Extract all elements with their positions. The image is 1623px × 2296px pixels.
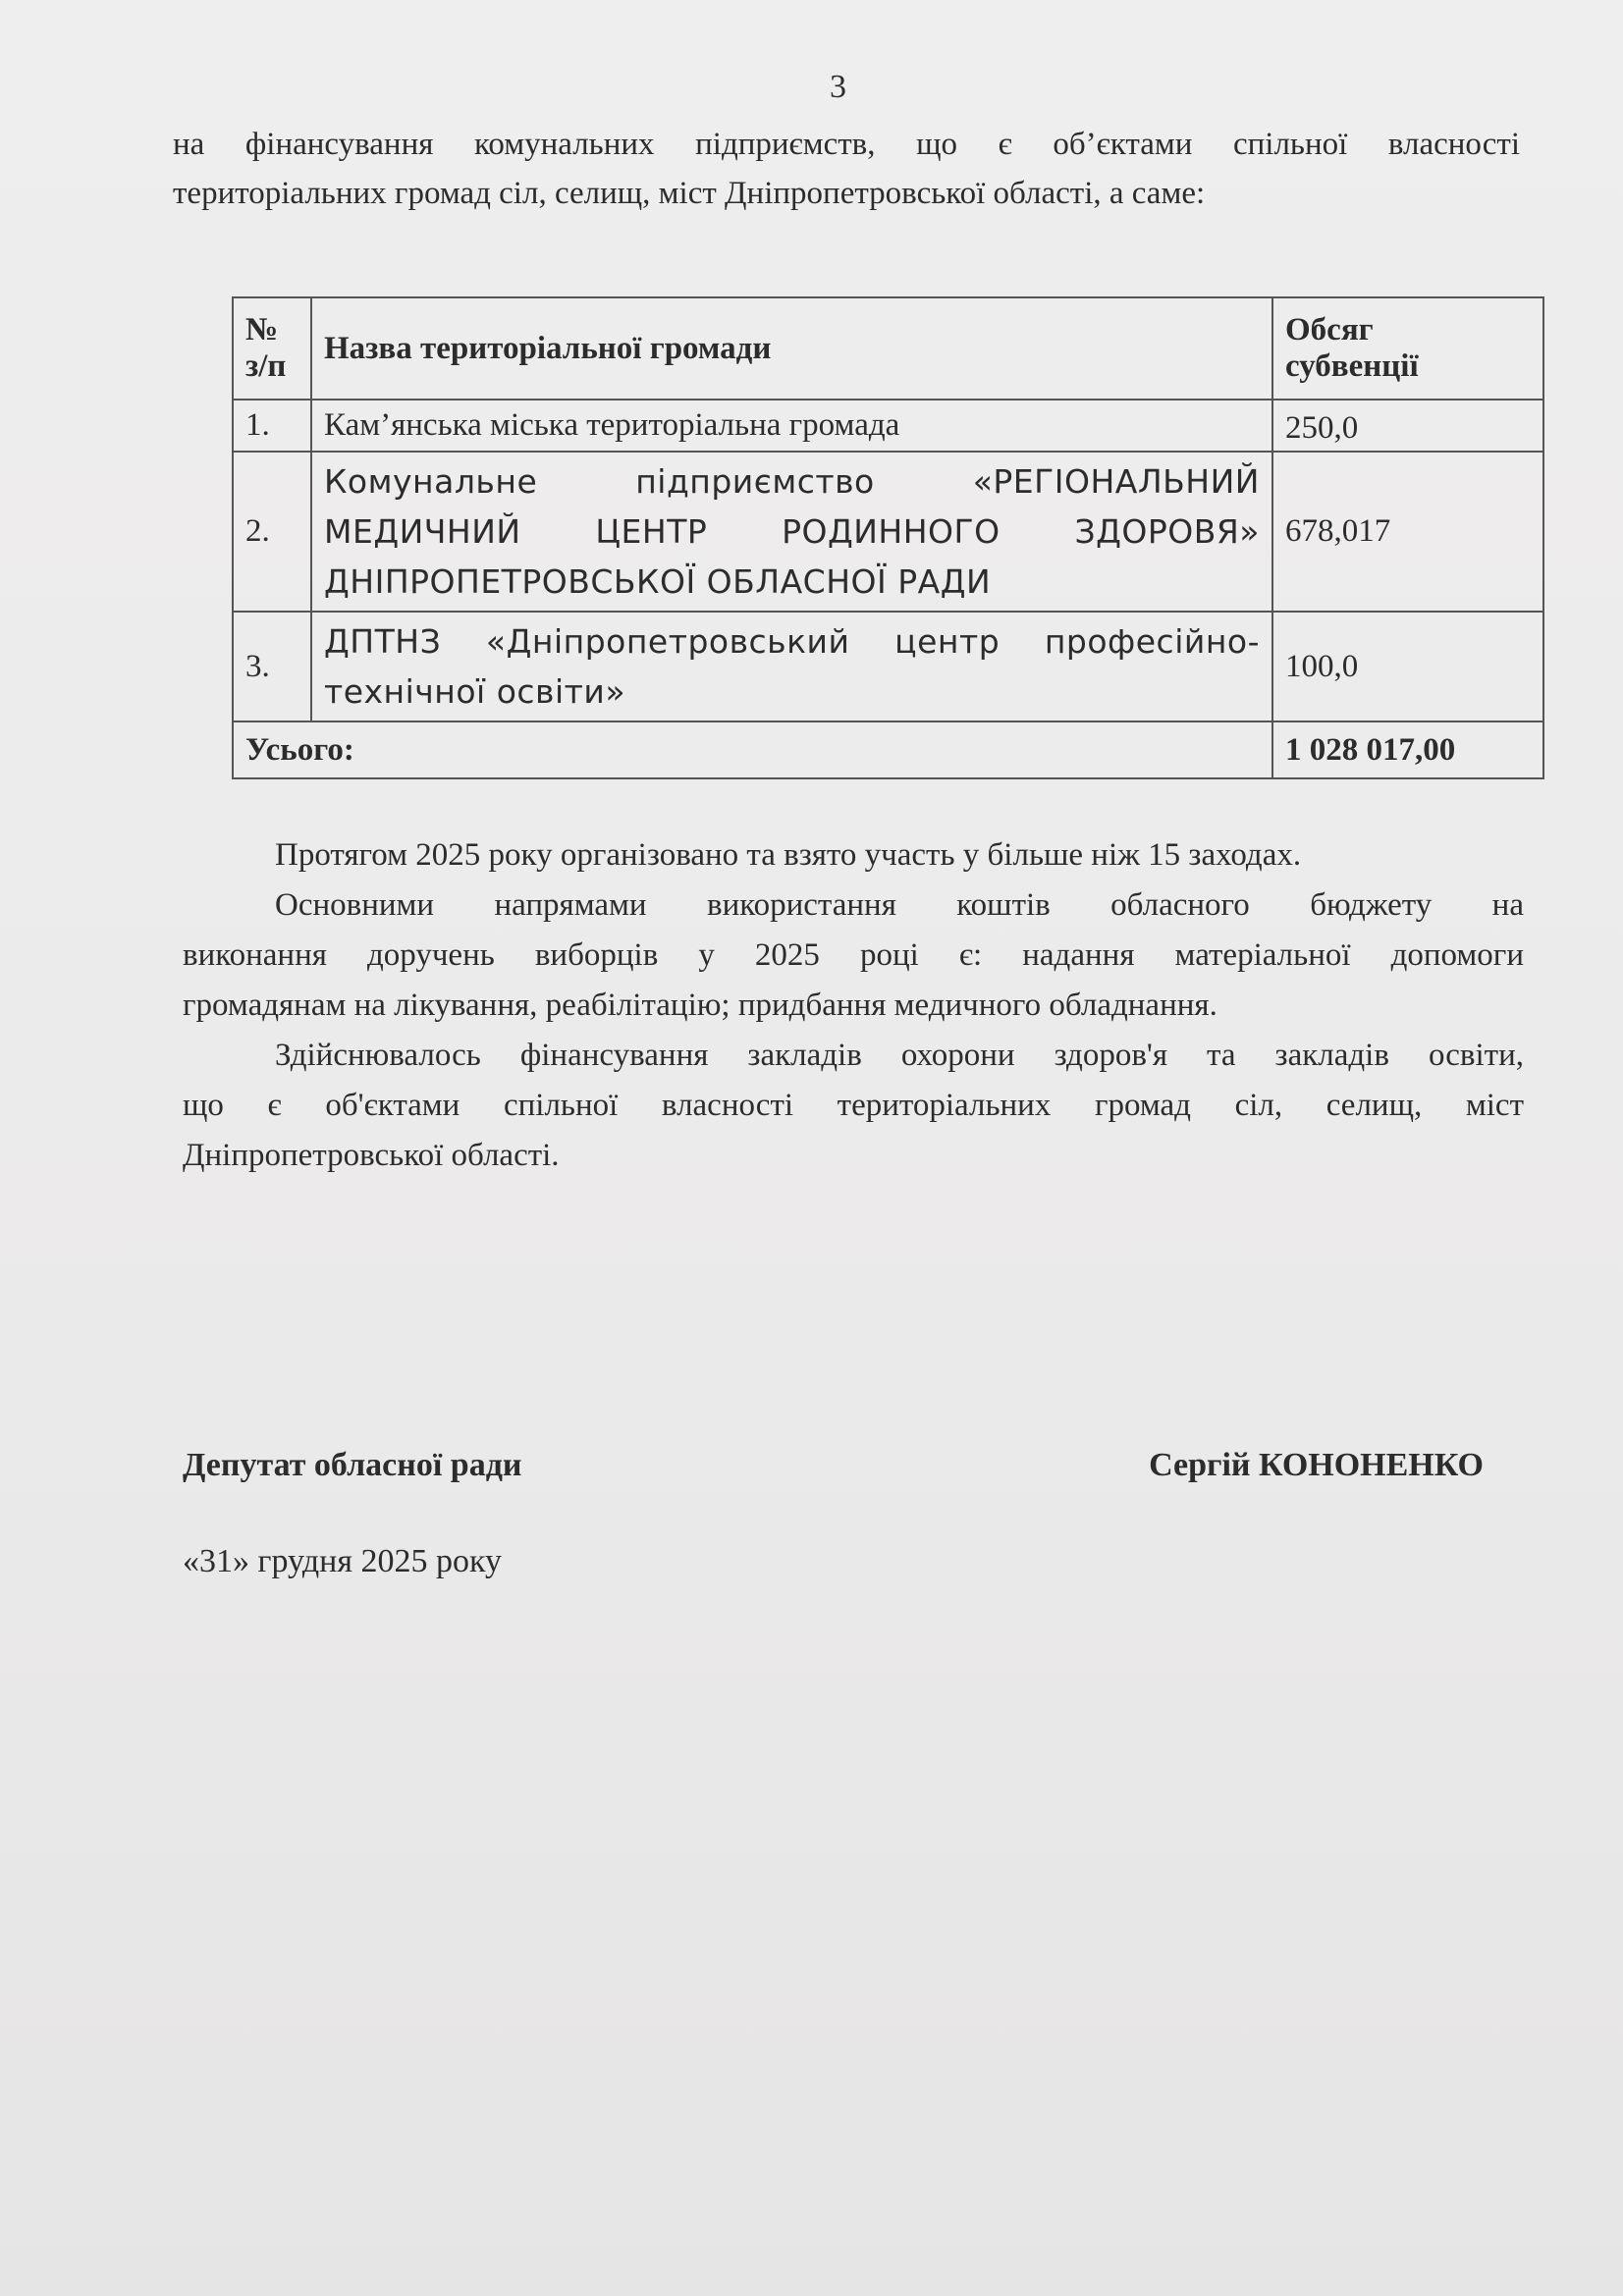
row-name-line: МЕДИЧНИЙ ЦЕНТР РОДИННОГО ЗДОРОВЯ» bbox=[324, 512, 1260, 551]
header-amount-line: Обсяг bbox=[1285, 312, 1374, 347]
row-name-line: Комунальне підприємство «РЕГІОНАЛЬНИЙ bbox=[324, 462, 1260, 501]
row-name: Кам’янська міська територіальна громада bbox=[311, 400, 1272, 452]
intro-paragraph bbox=[173, 120, 1520, 218]
row-amount: 250,0 bbox=[1272, 400, 1543, 452]
paragraph-directions-line: громадянам на лікування, реабілітацію; придбання медичного обладнання. bbox=[183, 988, 1217, 1023]
paragraph-events: Протягом 2025 року організовано та взято участь у більше ніж 15 заходах. bbox=[275, 837, 1302, 873]
row-amount: 678,017 bbox=[1272, 452, 1543, 612]
row-amount: 100,0 bbox=[1272, 612, 1543, 721]
body-text bbox=[183, 830, 1524, 1181]
table-header-row bbox=[233, 297, 1543, 400]
intro-line: територіальних громад сіл, селищ, міст Дніпропетровської області, а саме: bbox=[173, 176, 1206, 211]
row-name-line: ДПТНЗ «Дніпропетровський центр професійно- bbox=[324, 622, 1260, 661]
row-name bbox=[311, 612, 1272, 721]
header-amount bbox=[1272, 297, 1543, 400]
row-num: 3. bbox=[233, 612, 311, 721]
header-num bbox=[233, 297, 311, 400]
row-num: 1. bbox=[233, 400, 311, 452]
document-date: «31» грудня 2025 року bbox=[183, 1543, 503, 1579]
page-number: 3 bbox=[830, 69, 846, 105]
table-total-row bbox=[233, 721, 1543, 778]
header-num-line: № bbox=[245, 312, 279, 347]
table-row bbox=[233, 400, 1543, 452]
header-amount-line: субвенції bbox=[1285, 348, 1419, 384]
paragraph-financing-line: Дніпропетровської області. bbox=[183, 1138, 560, 1173]
subvention-table bbox=[232, 296, 1544, 779]
header-name: Назва територіальної громади bbox=[311, 297, 1272, 400]
header-num-line: з/п bbox=[245, 348, 287, 384]
paragraph-financing-line: що є об'єктами спільної власності територіальних громад сіл, селищ, міст bbox=[183, 1088, 1524, 1123]
row-name-line: технічної освіти» bbox=[324, 672, 626, 711]
total-amount: 1 028 017,00 bbox=[1272, 721, 1543, 778]
total-label: Усього: bbox=[233, 721, 1272, 778]
row-num: 2. bbox=[233, 452, 311, 612]
row-name bbox=[311, 452, 1272, 612]
paragraph-financing-line: Здійснювалось фінансування закладів охорони здоров'я та закладів освіти, bbox=[275, 1038, 1524, 1073]
table-row bbox=[233, 452, 1543, 612]
signer-role: Депутат обласної ради bbox=[183, 1447, 522, 1483]
paragraph-directions-line: виконання доручень виборців у 2025 році є: надання матеріальної допомоги bbox=[183, 937, 1524, 973]
intro-line: на фінансування комунальних підприємств, що є об’єктами спільної власності bbox=[173, 127, 1520, 162]
row-name-line: ДНІПРОПЕТРОВСЬКОЇ ОБЛАСНОЇ РАДИ bbox=[324, 562, 992, 601]
table-row bbox=[233, 612, 1543, 721]
signer-name: Сергій КОНОНЕНКО bbox=[1149, 1447, 1484, 1483]
paragraph-directions-line: Основними напрямами використання коштів обласного бюджету на bbox=[275, 887, 1524, 923]
